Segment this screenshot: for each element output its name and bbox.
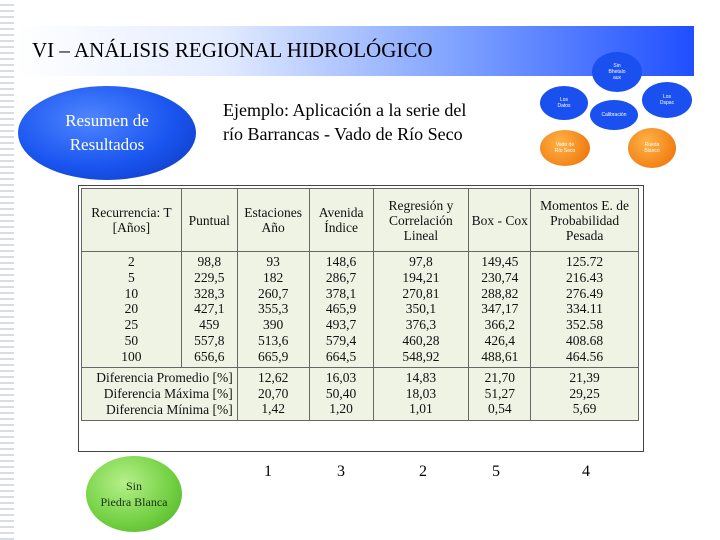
node-sin-l3: aux (612, 75, 622, 81)
summary-momentos: 21,39 29,25 5,69 (531, 367, 639, 420)
left-decorative-stripe (0, 0, 14, 540)
col-recurrencia: 2 5 10 20 25 50 100 (82, 252, 182, 368)
summary-labels: Diferencia Promedio [%] Diferencia Máxima [%] Diferencia Mínima [%] (82, 367, 238, 420)
col-momentos: 125.72 216.43 276.49 334.11 352.58 408.68 464.56 (531, 252, 639, 368)
node-losdatos-l1: Los (559, 97, 569, 103)
summary-estaciones: 12,62 20,70 1,42 (237, 367, 309, 420)
summary-regresion: 14,83 18,03 1,01 (373, 367, 469, 420)
node-sin-l2: Bhetalo (608, 69, 626, 75)
rank-momentos: 4 (582, 463, 590, 480)
header-estaciones: Estaciones Año (237, 189, 309, 252)
col-regresion: 97,8 194,21 270,81 350,1 376,3 460,28 548,92 (373, 252, 469, 368)
node-calibracion-label: Calibración (601, 112, 627, 118)
node-losdatos-l2: Datos (557, 103, 571, 109)
node-rueda-l2: Blanco (644, 148, 660, 154)
header-regresion: Regresión y Correlación Lineal (373, 189, 469, 252)
table-values-row (82, 252, 639, 368)
rank-estaciones: 1 (264, 463, 272, 480)
diagram-node-vado (540, 130, 590, 166)
resumen-oval (18, 86, 196, 180)
diagram-node-los-datos (540, 86, 588, 120)
diagram-node-calibracion (590, 100, 638, 130)
example-line1: Ejemplo: Aplicación a la serie del (223, 100, 467, 120)
rank-boxcox: 5 (492, 463, 500, 480)
col-estaciones: 93 182 260,7 355,3 390 513,6 665,9 (237, 252, 309, 368)
node-rueda-l1: Rueda (644, 142, 660, 148)
col-boxcox: 149,45 230,74 288,82 347,17 366,2 426,4 488,61 (469, 252, 531, 368)
sinpb-line2: Piedra Blanca (100, 495, 168, 509)
col-avenida: 148,6 286,7 378,1 465,9 493,7 579,4 664,5 (309, 252, 373, 368)
node-vado-l2: Río Seco (554, 148, 576, 154)
summary-avenida: 16,03 50,40 1,20 (309, 367, 373, 420)
rank-regresion: 2 (419, 463, 427, 480)
results-table (81, 188, 639, 421)
diagram-node-rueda (628, 128, 676, 168)
header-puntual: Puntual (181, 189, 237, 252)
table-summary-row (82, 367, 639, 420)
resumen-line2: Resultados (69, 135, 145, 154)
example-caption (223, 98, 466, 146)
example-line2: río Barrancas - Vado de Río Seco (223, 124, 463, 144)
table-header-row (82, 189, 639, 252)
sin-piedra-blanca-oval (86, 456, 182, 532)
node-sin-l1: Sin (613, 63, 621, 69)
header-boxcox: Box - Cox (469, 189, 531, 252)
rank-avenida: 3 (337, 463, 345, 480)
slide-title: VI – ANÁLISIS REGIONAL HIDROLÓGICO (32, 38, 433, 62)
header-recurrencia: Recurrencia: T [Años] (82, 189, 182, 252)
summary-boxcox: 21,70 51,27 0,54 (469, 367, 531, 420)
node-losdspac-l2: Dspac (659, 100, 675, 106)
col-puntual: 98,8 229,5 328,3 427,1 459 557,8 656,6 (181, 252, 237, 368)
header-momentos: Momentos E. de Probabilidad Pesada (531, 189, 639, 252)
resumen-line1: Resumen de (65, 111, 149, 130)
diagram-node-sin (592, 52, 642, 92)
sinpb-line1: Sin (125, 479, 142, 493)
diagram-node-los-dspac (642, 82, 692, 118)
node-losdspac-l1: Los (662, 94, 672, 100)
node-vado-l1: Vado de (555, 142, 575, 148)
header-avenida: Avenida Índice (309, 189, 373, 252)
